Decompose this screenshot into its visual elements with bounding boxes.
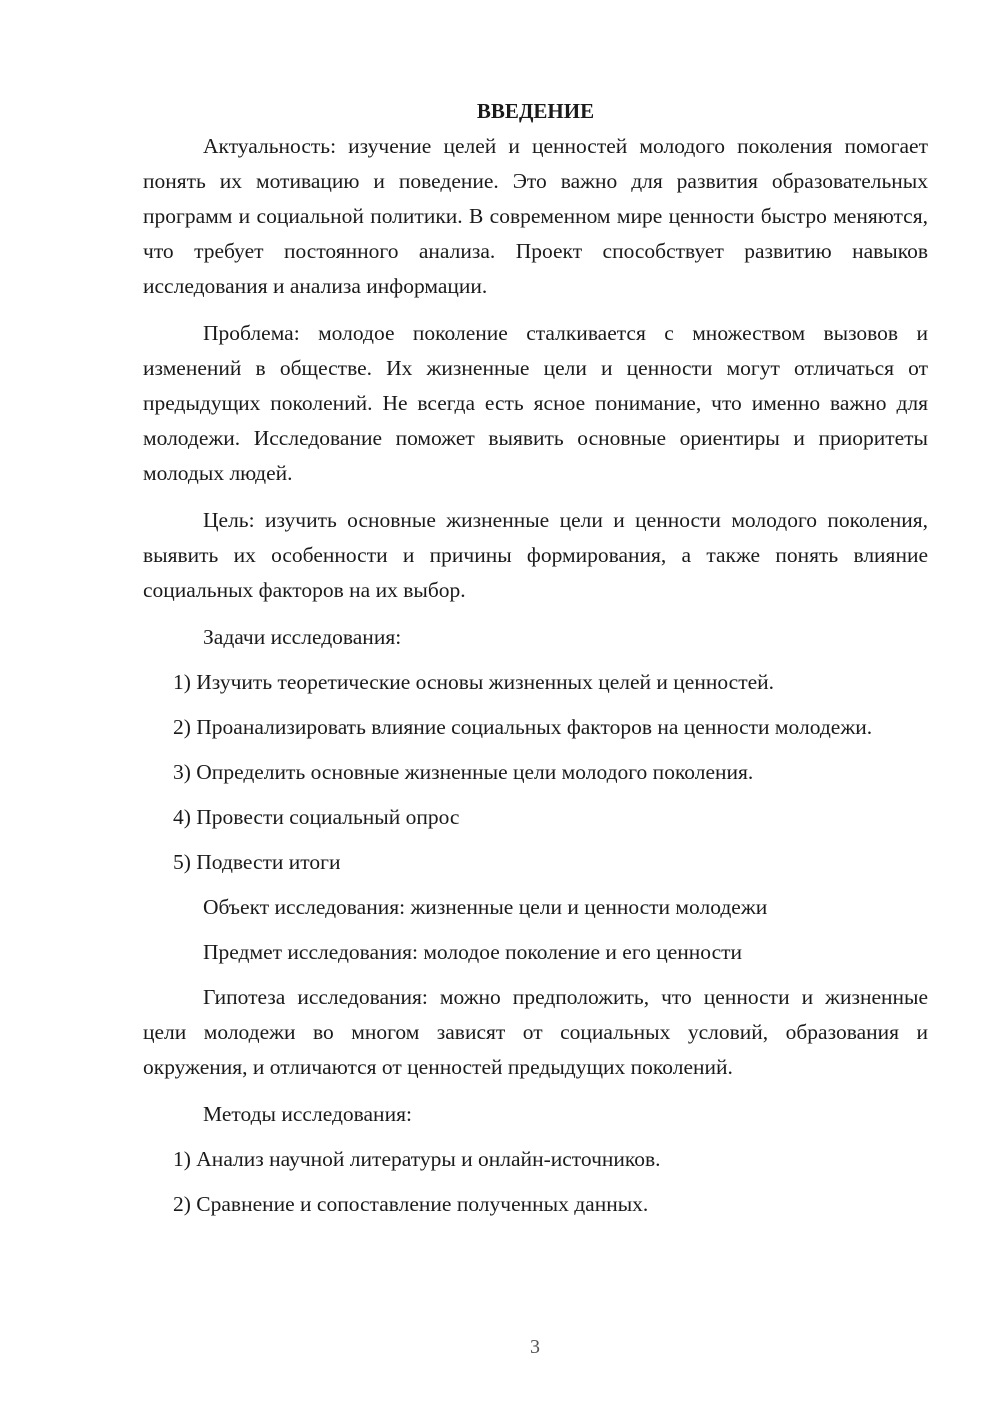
task-item: 3) Определить основные жизненные цели молодого поколения.	[173, 760, 754, 784]
method-item: 1) Анализ научной литературы и онлайн-источников.	[173, 1147, 661, 1171]
methods-heading: Методы исследования:	[203, 1102, 412, 1126]
problem-paragraph: Проблема: молодое поколение сталкивается с множеством вызовов и изменений в обществе. Их жизненные цели и ценности могут отличаться от предыдущих поколений. Не всегда есть ясное понимание, что именно важно для молодежи. Исследование поможет выявить основные ориентиры и приоритеты молодых людей.	[143, 321, 928, 485]
task-item: 2) Проанализировать влияние социальных факторов на ценности молодежи.	[173, 715, 873, 739]
task-item: 4) Провести социальный опрос	[173, 805, 460, 829]
document-page	[143, 94, 928, 1232]
task-item: 5) Подвести итоги	[173, 850, 341, 874]
research-subject: Предмет исследования: молодое поколение и его ценности	[203, 940, 743, 964]
tasks-heading: Задачи исследования:	[203, 625, 402, 649]
hypothesis-paragraph: Гипотеза исследования: можно предположить, что ценности и жизненные цели молодежи во многом зависят от социальных условий, образования и окружения, и отличаются от ценностей предыдущих поколений.	[143, 985, 928, 1079]
section-title: ВВЕДЕНИЕ	[476, 99, 595, 123]
method-item: 2) Сравнение и сопоставление полученных данных.	[173, 1192, 649, 1216]
research-object: Объект исследования: жизненные цели и ценности молодежи	[203, 895, 768, 919]
page-number: 3	[530, 1336, 540, 1358]
goal-paragraph: Цель: изучить основные жизненные цели и ценности молодого поколения, выявить их особенности и причины формирования, а также понять влияние социальных факторов на их выбор.	[143, 508, 928, 602]
task-item: 1) Изучить теоретические основы жизненных целей и ценностей.	[173, 670, 775, 694]
relevance-paragraph: Актуальность: изучение целей и ценностей молодого поколения помогает понять их мотивацию и поведение. Это важно для развития образовательных программ и социальной политики. В современном мире ценности быстро меняются, что требует постоянного анализа. Проект способствует развитию навыков исследования и анализа информации.	[143, 134, 928, 298]
